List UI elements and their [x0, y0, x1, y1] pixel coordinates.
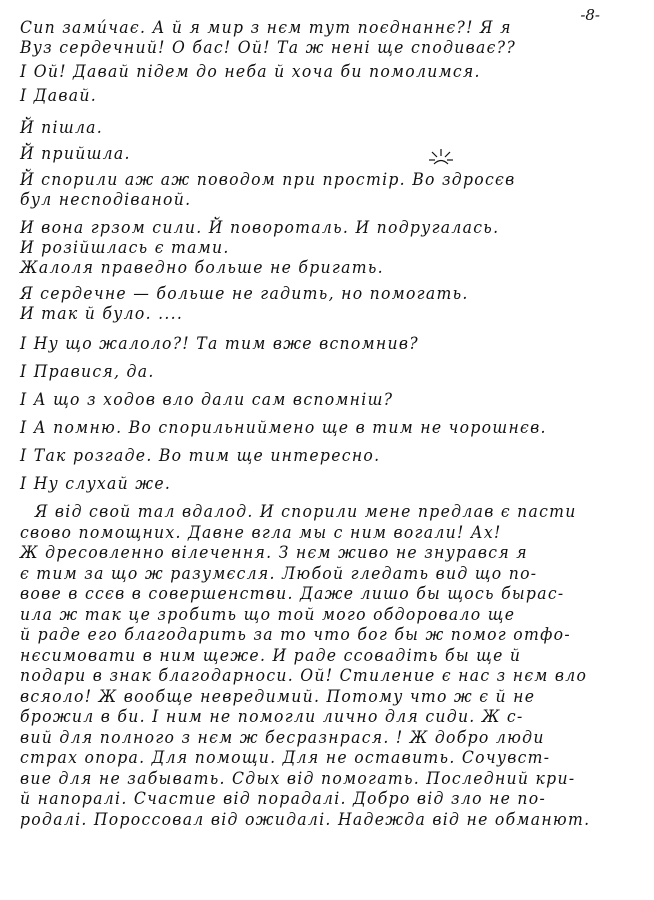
dialog-line: І Правися, да. — [20, 362, 155, 382]
paragraph-line: брожил в би. І ним не помогли лично для сиди. Ж с- — [20, 707, 524, 727]
paragraph-line: свово помощних. Давне вгла мы с ним вогали! Ах! — [20, 522, 502, 543]
paragraph-line: вий для полного з нєм ж бесразнрася. ! Ж добро люди — [20, 727, 545, 748]
story-paragraph — [20, 502, 620, 830]
paragraph-line: подари в знак благодарноси. Ой! Стиление є нас з нєм вло — [20, 666, 588, 686]
paragraph-line: всяоло! Ж вообще невредимий. Потому что ж є й не — [20, 686, 536, 707]
paragraph-line: Ж дресовленно вілечення. З нєм живо не знурався я — [20, 543, 528, 563]
paragraph-line: нєсимовати в ним щеже. И раде ссовадіть бы ще й — [20, 645, 522, 666]
text-line: И розійшлась є тами. — [20, 238, 230, 258]
paragraph-line: страх опора. Для помощи. Для не оставить. Сочувст- — [20, 748, 551, 768]
dialog-line: І А помню. Во спорильниймено ще в тим не чорошнєв. — [20, 418, 547, 438]
page-number: -8- — [580, 6, 600, 24]
text-line: И вона грзом сили. Й повороталь. И подругалась. — [20, 218, 500, 238]
text-line: І Ой! Давай підем до неба й хоча би помолимся. — [20, 62, 481, 82]
text-line: Й пішла. — [20, 118, 104, 138]
handwritten-text — [20, 18, 620, 830]
text-line: Й прийшла. — [20, 144, 131, 164]
dialog-line: І Ну що жалоло?! Та тим вже вспомнив? — [20, 334, 419, 354]
dialog-line: І А що з ходов вло дали сам вспомніш? — [20, 390, 394, 410]
paragraph-line: ила ж так це зробить що той мого обдоровало ще — [20, 604, 516, 625]
text-line: Я сердечне — больше не гадить, но помогать. — [20, 284, 469, 304]
paragraph-line: родалі. Пороссовал від ожидалі. Надежда від не обманют. — [20, 809, 591, 830]
paragraph-line: й раде его благодарить за то что бог бы ж помог отфо- — [20, 625, 571, 645]
text-line: Сип зами́чає. А й я мир з нєм тут поєднаннє?! Я я — [20, 18, 512, 38]
text-line: Жалоля праведно больше не бригать. — [20, 258, 384, 278]
text-line: І Давай. — [20, 86, 97, 106]
text-line: бул несподіваной. — [20, 190, 192, 210]
text-line: Й спорили аж аж поводом при простір. Во здросєв — [20, 170, 516, 190]
paragraph-line: й напоралі. Счастие від порадалі. Добро від зло не по- — [20, 789, 547, 809]
dialog-line: І Так розгаде. Во тим ще интересно. — [20, 446, 381, 466]
paragraph-line: є тим за що ж разумєсля. Любой гледать вид що по- — [20, 563, 538, 584]
paragraph-line: вове в ссєв в совершенстви. Даже лишо бы щось бырас- — [20, 584, 565, 604]
dialog-line: І Ну слухай же. — [20, 474, 172, 494]
paragraph-line: Я від свой тал вдалод. И спорили мене предлав є пасти — [34, 502, 577, 522]
text-line: Вуз сердечний! О бас! Ой! Та ж нені ще сподиває?? — [20, 38, 517, 58]
paragraph-line: вие для не забывать. Сдых від помогать. Последний кри- — [20, 768, 576, 789]
text-line: И так й було. .... — [20, 304, 184, 324]
